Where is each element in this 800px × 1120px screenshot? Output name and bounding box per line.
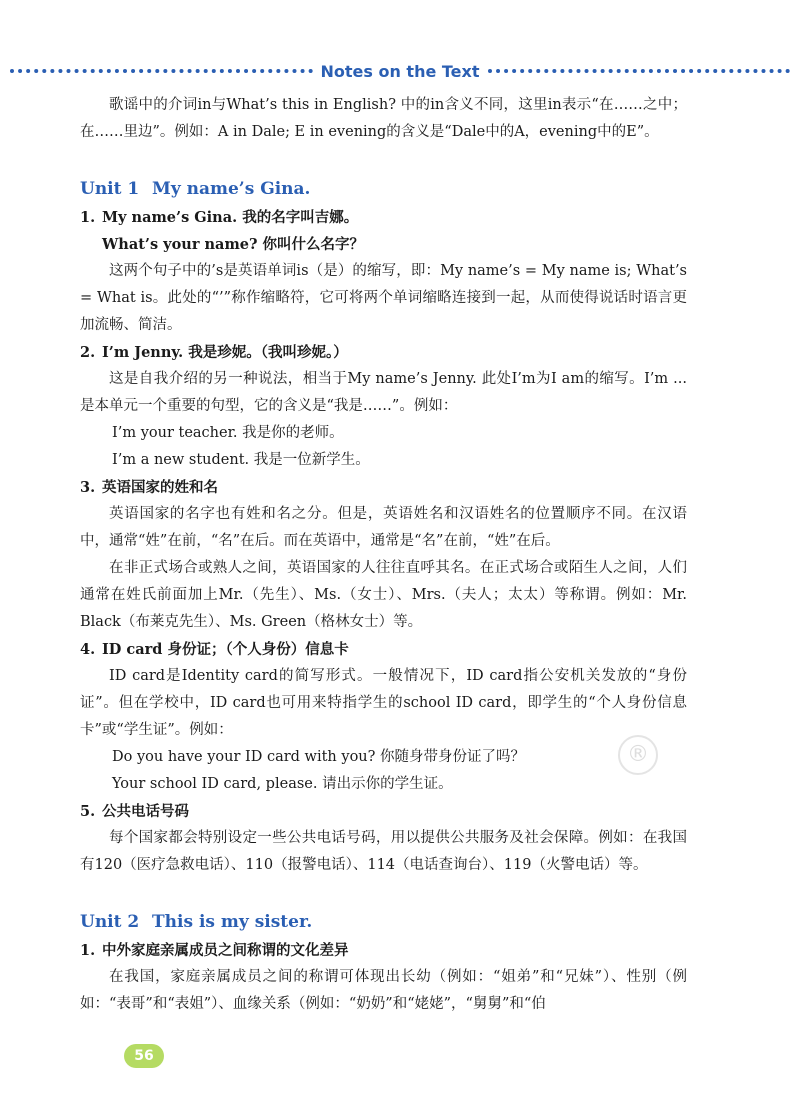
u1-s3-paragraph-1: 英语国家的名字也有姓和名之分。但是，英语姓名和汉语姓名的位置顺序不同。在汉语中，通常“姓”在前，“名”在后。而在英语中，通常是“名”在前，“姓”在后。 xyxy=(80,506,687,549)
u1-s5-heading: 5. 公共电话号码 xyxy=(80,803,189,820)
u1-s4-example-1: Do you have your ID card with you? 你随身带身份证了吗？ xyxy=(112,749,526,765)
unit2-heading xyxy=(80,907,687,937)
u1-s5-paragraph: 每个国家都会特别设定一些公共电话号码，用以提供公共服务及社会保障。例如：在我国有120（医疗急救电话）、110（报警电话）、114（电话查询台）、119（火警电话）等。 xyxy=(80,830,687,873)
dotted-rule-left xyxy=(10,69,313,73)
u1-s2-paragraph: 这是自我介绍的另一种说法，相当于My name’s Jenny. 此处I’m为I am的缩写。I’m ... 是本单元一个重要的句型，它的含义是“我是……”。例如： xyxy=(80,371,687,414)
dotted-rule-right xyxy=(488,69,791,73)
u1-s2-example-2: I’m a new student. 我是一位新学生。 xyxy=(112,452,370,468)
u1-s2-heading: 2. I’m Jenny. 我是珍妮。（我叫珍妮。） xyxy=(80,344,348,361)
page-header xyxy=(10,58,790,84)
unit2-number: Unit 2 xyxy=(80,912,140,932)
registered-mark-icon: ® xyxy=(618,735,658,775)
page-content xyxy=(80,92,687,1018)
u1-s2-example-1: I’m your teacher. 我是你的老师。 xyxy=(112,425,344,441)
page-number: 56 xyxy=(124,1044,164,1068)
unit1-heading xyxy=(80,174,687,204)
u1-s4-paragraph: ID card是Identity card的简写形式。一般情况下，ID card指公安机关发放的“身份证”。但在学校中，ID card也可用来特指学生的school ID card，即学生的“个人身份信息卡”或“学生证”。例如： xyxy=(80,668,687,738)
u1-s4-heading: 4. ID card 身份证；（个人身份）信息卡 xyxy=(80,641,349,658)
u1-s1-subheading: What’s your name? 你叫什么名字？ xyxy=(102,236,365,253)
u1-s3-paragraph-2: 在非正式场合或熟人之间，英语国家的人往往直呼其名。在正式场合或陌生人之间，人们通常在姓氏前面加上Mr.（先生）、Ms.（女士）、Mrs.（夫人；太太）等称谓。例如：Mr. Black（布莱克先生）、Ms. Green（格林女士）等。 xyxy=(80,560,687,630)
u1-s1-heading: 1. My name’s Gina. 我的名字叫吉娜。 xyxy=(80,209,359,226)
unit1-title: My name’s Gina. xyxy=(152,179,311,199)
u1-s4-example-2: Your school ID card, please. 请出示你的学生证。 xyxy=(112,776,453,792)
unit2-title: This is my sister. xyxy=(152,912,313,932)
u1-s1-paragraph: 这两个句子中的’s是英语单词is（是）的缩写，即：My name’s = My name is; What’s = What is。此处的“’”称作缩略符，它可将两个单词缩略连接到一起，从而使得说话时语言更加流畅、简洁。 xyxy=(80,263,687,333)
intro-paragraph: 歌谣中的介词in与What’s this in English? 中的in含义不同，这里in表示“在……之中；在……里边”。例如：A in Dale; E in evening的含义是“Dale中的A，evening中的E”。 xyxy=(80,97,687,140)
header-title: Notes on the Text xyxy=(320,61,480,81)
u2-s1-paragraph: 在我国，家庭亲属成员之间的称谓可体现出长幼（例如：“姐弟”和“兄妹”）、性别（例如：“表哥”和“表姐”）、血缘关系（例如：“奶奶”和“姥姥”，“舅舅”和“伯 xyxy=(80,969,687,1012)
u1-s3-heading: 3. 英语国家的姓和名 xyxy=(80,479,218,496)
unit1-number: Unit 1 xyxy=(80,179,140,199)
u2-s1-heading: 1. 中外家庭亲属成员之间称谓的文化差异 xyxy=(80,942,349,959)
